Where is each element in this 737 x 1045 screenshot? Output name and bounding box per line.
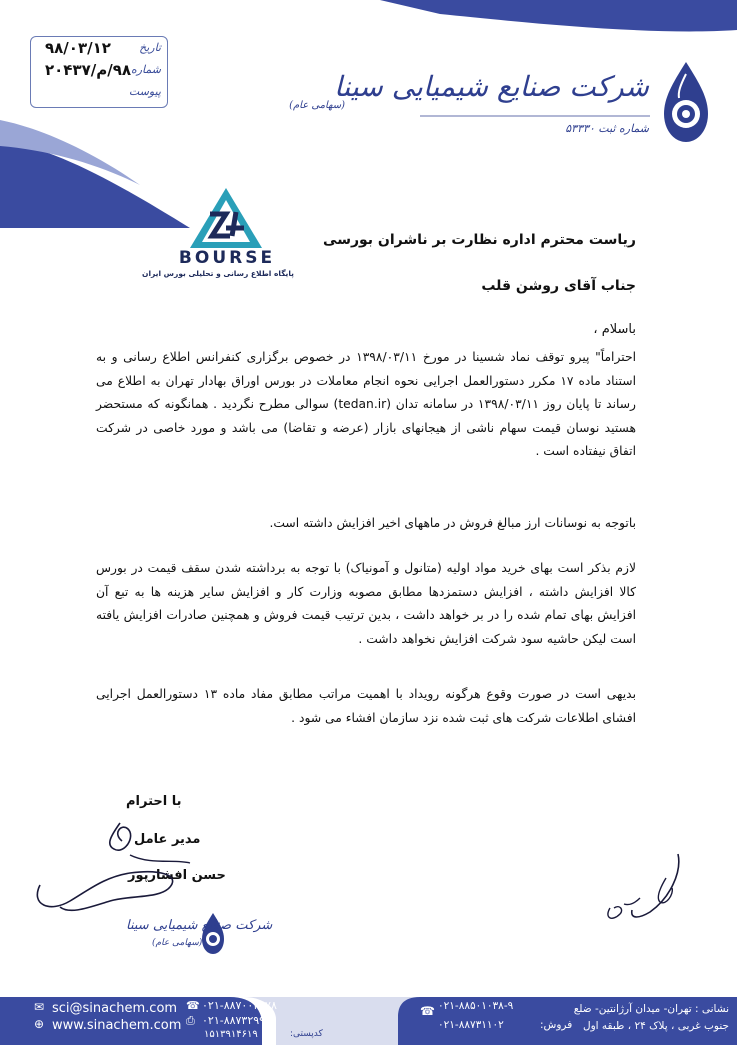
- globe-icon: ⊕: [34, 1017, 45, 1031]
- greeting: باسلام ،: [593, 322, 636, 337]
- email-icon: ✉: [34, 1000, 45, 1014]
- closing: با احترام: [126, 794, 182, 809]
- signer-title: مدیر عامل: [134, 832, 201, 847]
- recipient-office: ریاست محترم اداره نظارت بر ناشران بورسی: [323, 232, 636, 248]
- paragraph-1: احتراماً" پیرو توقف نماد شسینا در مورخ ۱۳۹۸/۰۳/۱۱ در خصوص برگزاری کنفرانس اطلاع رسانی و به استناد ماده ۱۷ مکرر دستورالعمل اجرایی نحوه انجام معاملات در بورس اوراق بهادار تهران به اطلاع می رساند تا پایان روز ۱۳۹۸/۰۳/۱۱ در سامانه تدان (tedan.ir) سوالی مطرح نگردید . همانگونه که مستحضر هستید نوسان قیمت سهام ناشی از هیجانهای بازار (عرضه و تقاضا) می باشد و مورد خاصی در شرکت اتفاق نیفتاده است .: [96, 350, 637, 459]
- footer-address-line1: نشانی : تهران- میدان آرژانتین- ضلع: [573, 1003, 729, 1015]
- bourse-word: BOURSE: [178, 248, 276, 268]
- company-type: (سهامی عام): [289, 100, 345, 111]
- tel-icon: ☎: [186, 999, 200, 1012]
- bourse-subtitle: پایگاه اطلاع رسانی و تحلیلی بورس ایران: [142, 269, 294, 278]
- left-signature-icon: [10, 815, 210, 925]
- date-number-box: [30, 36, 168, 108]
- footer-postal-code: ۱۵۱۳۹۱۴۶۱۹: [204, 1029, 258, 1040]
- footer-website[interactable]: www.sinachem.com: [52, 1018, 182, 1033]
- footer-phone: ۰۲۱-۸۸۵۰۱۰۳۸-۹: [438, 1000, 514, 1012]
- header-band: [0, 0, 737, 230]
- number-row: [31, 61, 167, 83]
- paragraph-4: بدیهی است در صورت وقوع هرگونه رویداد با اهمیت مراتب مطابق مفاد ماده ۱۳ دستورالعمل اجرایی افشای اطلاعات شرکت های ثبت شده نزد سازمان افشاء می شود .: [96, 687, 636, 725]
- company-logo-icon: [660, 60, 712, 146]
- phone-icon: ☎: [420, 1004, 435, 1018]
- attachment-label: پیوست: [128, 85, 161, 98]
- stamp-company-type: (سهامی عام): [152, 938, 203, 948]
- registration-number: شماره ثبت ۵۳۳۳۰: [565, 122, 649, 135]
- stamp-company-name: شرکت صنایع شیمیایی سینا: [126, 918, 273, 933]
- footer-sales-phone: ۰۲۱-۸۸۷۳۱۱۰۲: [438, 1019, 504, 1031]
- number-value: ۹۸/م/۲۰۴۳۷: [45, 61, 132, 79]
- number-label: شماره: [130, 63, 161, 76]
- footer-address-line2: جنوب غربی ، پلاک ۲۴ ، طبقه اول: [582, 1020, 729, 1032]
- footer-sales-label: فروش:: [540, 1019, 573, 1031]
- paragraph-3: لازم بذکر است بهای خرید مواد اولیه (متانول و آمونیاک) با توجه به برداشته شدن سقف قیمت در بورس کالا افزایش داشته ، افزایش دستمزدها مطابق مصوبه وزارت کار و افزایش سایر هزینه ها به تبع آن افزایش بهای تمام شده را در بر خواهد داشت ، بدین ترتیب قیمت فروش و همچنین صادرات افزایش یافته است لیکن حاشیه سود شرکت افزایش نخواهد داشت .: [96, 561, 636, 646]
- company-name: شرکت صنایع شیمیایی سینا: [334, 70, 649, 103]
- date-label: تاریخ: [139, 41, 161, 54]
- footer-fax: ۰۲۱-۸۸۷۳۲۹۹۸: [202, 1014, 271, 1027]
- signer-name: حسن افشارپور: [128, 868, 226, 883]
- right-signature-icon: [590, 848, 710, 928]
- fax-icon: ⎙: [186, 1014, 195, 1027]
- footer-postal-label: کدپستی:: [290, 1029, 323, 1039]
- recipient-person: جناب آقای روشن قلب: [481, 278, 636, 294]
- attachment-row: [31, 83, 167, 105]
- footer-email[interactable]: sci@sinachem.com: [52, 1001, 178, 1016]
- paragraph-2: باتوجه به نوسانات ارز مبالغ فروش در ماههای اخیر افزایش داشته است.: [269, 516, 636, 530]
- footer-tel: ۰۲۱-۸۸۷۰۰۳۵۷۸: [202, 999, 277, 1012]
- date-row: [31, 39, 167, 61]
- date-value: ۹۸/۰۳/۱۲: [45, 39, 111, 57]
